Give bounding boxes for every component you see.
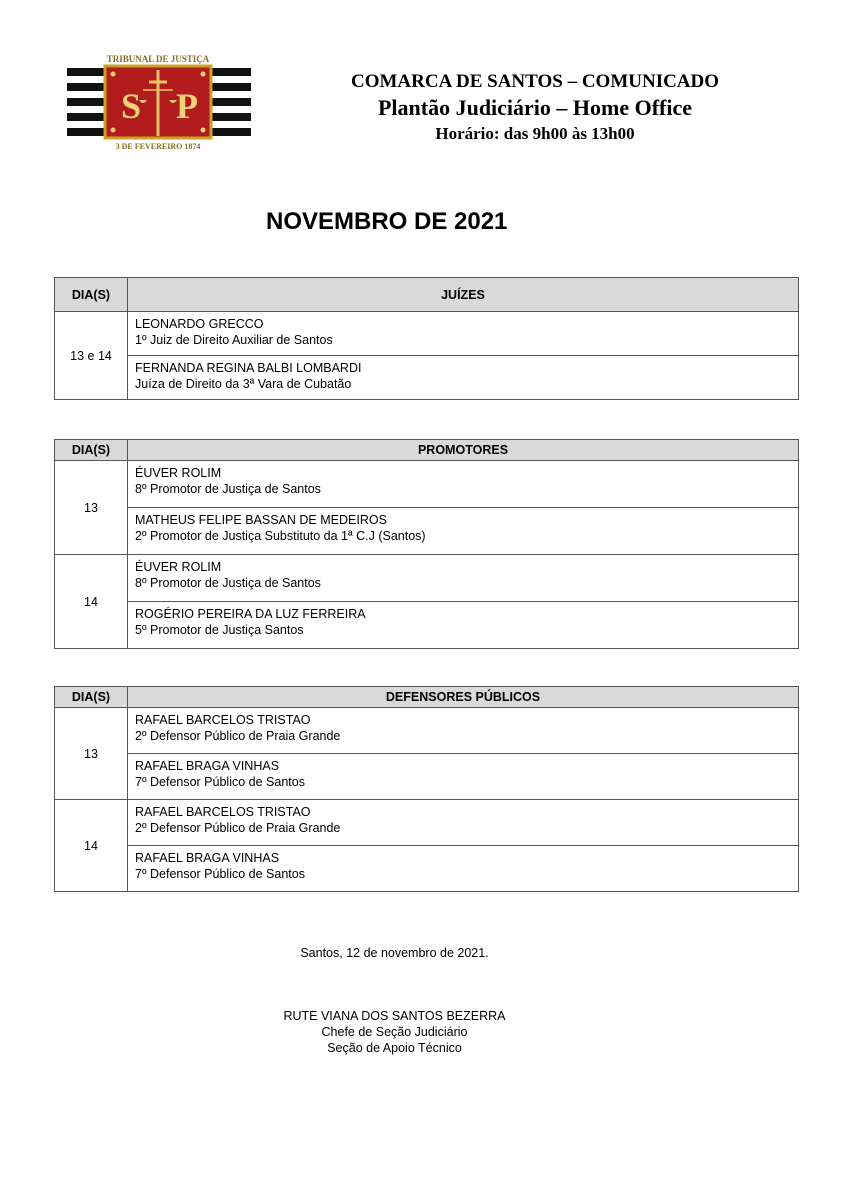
signature-block <box>0 1008 789 1056</box>
person-name: RAFAEL BRAGA VINHAS <box>135 759 280 773</box>
person-cell <box>128 508 799 555</box>
column-header-role: PROMOTORES <box>128 440 799 461</box>
header-line-horario: Horário: das 9h00 às 13h00 <box>435 124 635 143</box>
header-line-plantao: Plantão Judiciário – Home Office <box>377 95 693 120</box>
table-row <box>55 508 799 555</box>
person-name: ROGÉRIO PEREIRA DA LUZ FERREIRA <box>135 607 366 621</box>
judges-table <box>54 277 799 400</box>
svg-text:S: S <box>120 86 142 126</box>
table-row <box>55 800 799 846</box>
person-title: 5º Promotor de Justiça Santos <box>135 623 304 637</box>
public-defenders-table <box>54 686 799 892</box>
person-name: ÉUVER ROLIM <box>135 466 222 480</box>
month-title: NOVEMBRO DE 2021 <box>266 208 508 235</box>
person-name: MATHEUS FELIPE BASSAN DE MEDEIROS <box>135 513 387 527</box>
person-title: 2º Promotor de Justiça Substituto da 1ª C.J (Santos) <box>135 529 426 543</box>
person-cell <box>128 602 799 649</box>
table-row <box>55 312 799 356</box>
person-title: 1º Juiz de Direito Auxiliar de Santos <box>135 333 333 347</box>
person-title: 2º Defensor Público de Praia Grande <box>135 729 341 743</box>
prosecutors-table <box>54 439 799 649</box>
table-header-row <box>55 278 799 312</box>
person-name: RAFAEL BRAGA VINHAS <box>135 851 280 865</box>
person-title: 7º Defensor Público de Santos <box>135 775 305 789</box>
table-row <box>55 555 799 602</box>
column-header-role: DEFENSORES PÚBLICOS <box>128 687 799 708</box>
table-row <box>55 602 799 649</box>
person-name: ÉUVER ROLIM <box>135 560 222 574</box>
table-row <box>55 846 799 892</box>
svg-text:TRIBUNAL DE JUSTIÇA: TRIBUNAL DE JUSTIÇA <box>106 54 210 64</box>
column-header-days: DIA(S) <box>55 278 128 312</box>
person-name: RAFAEL BARCELOS TRISTAO <box>135 805 311 819</box>
header-line-comarca: COMARCA DE SANTOS – COMUNICADO <box>350 71 720 92</box>
person-cell <box>128 312 799 356</box>
person-title: 2º Defensor Público de Praia Grande <box>135 821 341 835</box>
table-row <box>55 754 799 800</box>
day-cell: 13 e 14 <box>55 312 128 400</box>
day-cell: 14 <box>55 555 128 649</box>
person-name: RAFAEL BARCELOS TRISTAO <box>135 713 311 727</box>
person-title: 7º Defensor Público de Santos <box>135 867 305 881</box>
table-header-row <box>55 440 799 461</box>
person-cell <box>128 846 799 892</box>
person-cell <box>128 754 799 800</box>
signer-department: Seção de Apoio Técnico <box>327 1041 462 1055</box>
table-header-row <box>55 687 799 708</box>
day-cell: 14 <box>55 800 128 892</box>
person-cell <box>128 356 799 400</box>
date-line: Santos, 12 de novembro de 2021. <box>300 946 489 960</box>
table-row <box>55 708 799 754</box>
svg-text:P: P <box>176 86 198 126</box>
person-cell <box>128 708 799 754</box>
person-name: LEONARDO GRECCO <box>135 317 264 331</box>
svg-text:3 DE FEVEREIRO 1874: 3 DE FEVEREIRO 1874 <box>115 142 201 151</box>
column-header-days: DIA(S) <box>55 440 128 461</box>
person-cell <box>128 461 799 508</box>
day-cell: 13 <box>55 708 128 800</box>
person-name: FERNANDA REGINA BALBI LOMBARDI <box>135 361 362 375</box>
person-cell <box>128 555 799 602</box>
signer-name: RUTE VIANA DOS SANTOS BEZERRA <box>283 1009 506 1023</box>
column-header-role: JUÍZES <box>128 278 799 312</box>
person-title: 8º Promotor de Justiça de Santos <box>135 576 321 590</box>
person-cell <box>128 800 799 846</box>
day-cell: 13 <box>55 461 128 555</box>
tribunal-de-justica-logo <box>67 52 251 152</box>
person-title: Juíza de Direito da 3ª Vara de Cubatão <box>135 377 352 391</box>
document-header <box>300 70 770 146</box>
person-title: 8º Promotor de Justiça de Santos <box>135 482 321 496</box>
signer-role: Chefe de Seção Judiciário <box>321 1025 468 1039</box>
column-header-days: DIA(S) <box>55 687 128 708</box>
table-row <box>55 356 799 400</box>
table-row <box>55 461 799 508</box>
